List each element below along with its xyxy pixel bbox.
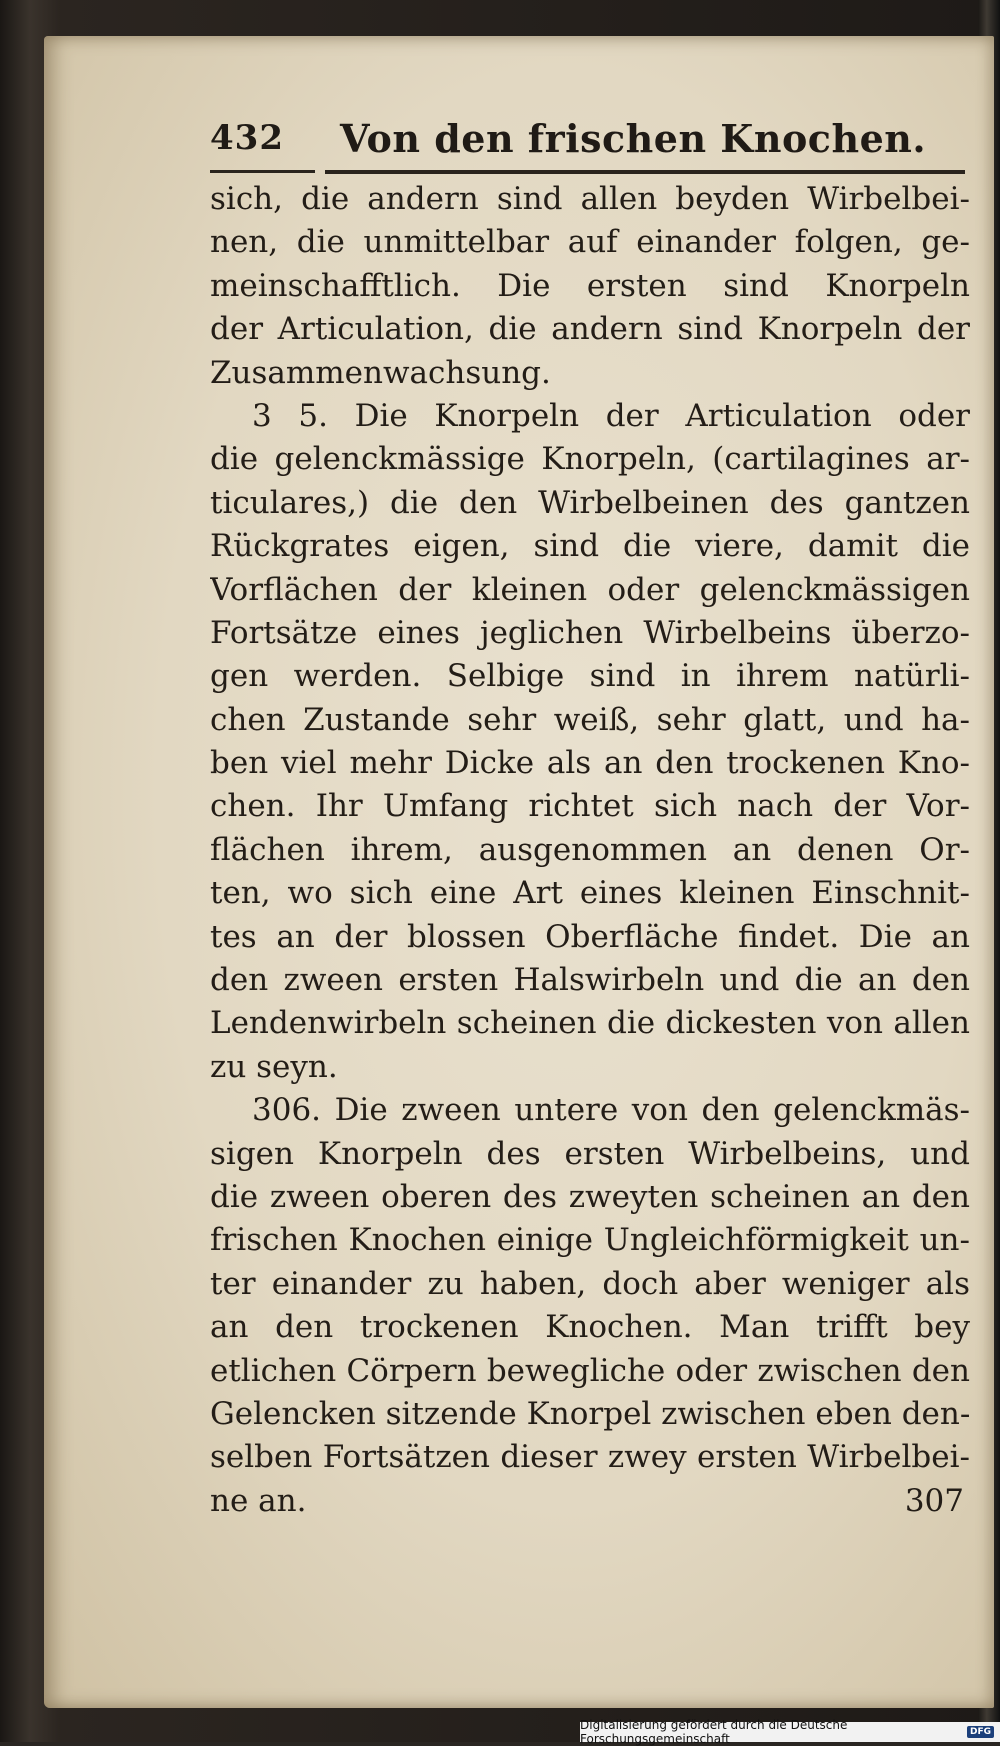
page-header <box>210 112 970 168</box>
text-line: die gelenckmässige Knorpeln, (cartilagines ar- <box>210 441 970 478</box>
text-line: sigen Knorpeln des ersten Wirbelbeins, und <box>210 1135 970 1172</box>
text-line: ter einander zu haben, doch aber weniger als <box>210 1265 970 1302</box>
credit-text: Digitalisierung gefördert durch die Deutsche Forschungsgemeinschaft <box>580 1718 848 1746</box>
text-line: frischen Knochen einige Ungleichförmigkeit un- <box>210 1222 970 1259</box>
text-line: flächen ihrem, ausgenommen an denen Or- <box>210 831 970 868</box>
text-line: Gelencken sitzende Knorpel zwischen eben den- <box>210 1395 970 1432</box>
text-line: ben viel mehr Dicke als an den trockenen Kno- <box>210 745 970 782</box>
paragraph-305-start: 3 5. Die Knorpeln der Articulation oder <box>252 397 970 434</box>
paragraph-306-start: 306. Die zween untere von den gelenckmäs- <box>252 1092 970 1129</box>
text-line: der Articulation, die andern sind Knorpeln der <box>210 311 970 348</box>
text-line: zu seyn. <box>210 1048 338 1085</box>
text-line: ten, wo sich eine Art eines kleinen Einschnit- <box>210 875 970 912</box>
digitization-credit <box>580 1718 1000 1746</box>
header-rule-right <box>325 170 965 174</box>
page-number: 432 <box>210 118 284 158</box>
catchword: 307 <box>904 1482 964 1519</box>
text-line: die zween oberen des zweyten scheinen an den <box>210 1178 970 1215</box>
body-text <box>210 178 970 1523</box>
text-line: Lendenwirbeln scheinen die dickesten von allen <box>210 1005 970 1042</box>
running-title: Von den frischen Knochen. <box>340 116 927 161</box>
text-line: chen Zustande sehr weiß, sehr glatt, und ha- <box>210 701 970 738</box>
text-line: Vorflächen der kleinen oder gelenckmässigen <box>210 571 970 608</box>
header-rule-left <box>210 170 315 173</box>
text-line: ticulares,) die den Wirbelbeinen des gantzen <box>210 484 970 521</box>
text-line: gen werden. Selbige sind in ihrem natürli- <box>210 658 970 695</box>
text-line: Fortsätze eines jeglichen Wirbelbeins überzo- <box>210 614 970 651</box>
text-line: Zusammenwachsung. <box>210 354 551 391</box>
last-line <box>210 1480 970 1523</box>
text-line: meinschafftlich. Die ersten sind Knorpeln <box>210 267 970 304</box>
text-line: etlichen Cörpern bewegliche oder zwischen den <box>210 1352 970 1389</box>
text-line: chen. Ihr Umfang richtet sich nach der Vor- <box>210 788 970 825</box>
text-line: an den trockenen Knochen. Man trifft bey <box>210 1309 970 1346</box>
text-line: nen, die unmittelbar auf einander folgen, ge- <box>210 224 970 261</box>
text-line: selben Fortsätzen dieser zwey ersten Wirbelbei- <box>210 1439 970 1476</box>
text-line: Rückgrates eigen, sind die viere, damit die <box>210 528 970 565</box>
dfg-logo-icon: DFG <box>967 1726 994 1738</box>
text-line: sich, die andern sind allen beyden Wirbelbei- <box>210 181 970 217</box>
text-line-end: ne an. <box>210 1482 307 1519</box>
text-line: tes an der blossen Oberfläche findet. Die an <box>210 918 970 955</box>
text-line: den zween ersten Halswirbeln und die an den <box>210 962 970 999</box>
